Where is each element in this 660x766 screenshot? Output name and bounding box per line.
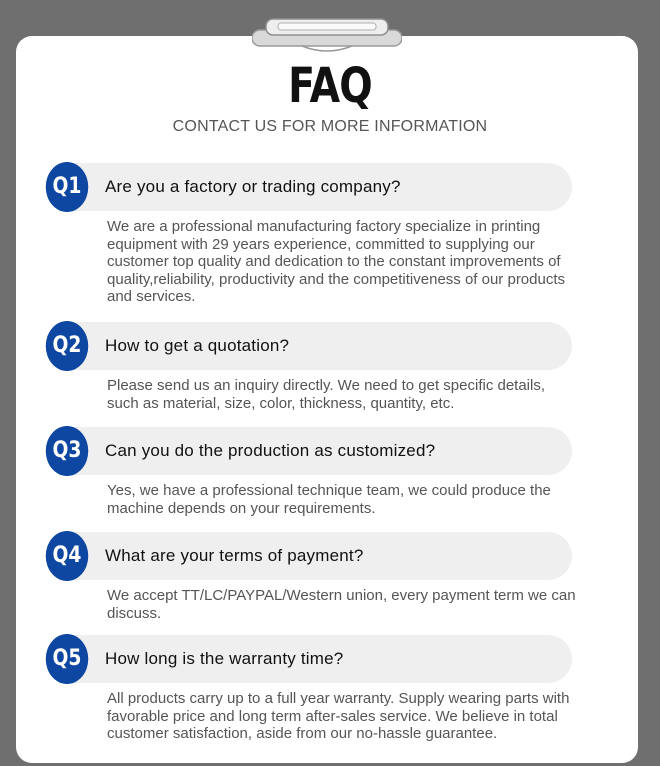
answer-text: We are a professional manufacturing factory specialize in printing equipment with 29 years experience, committed to supplying our customer top quality and dedication to the constant improvements of quality,reliability, productivity and the competitiveness of our products and services.: [107, 218, 566, 305]
page-title: FAQ: [288, 58, 372, 114]
answer-text: All products carry up to a full year warranty. Supply wearing parts with favorable price and long term after-sales service. We believe in total customer satisfaction, aside from our no-hassle guarantee.: [107, 690, 570, 742]
question-badge: Q5: [46, 634, 89, 684]
question-row: [42, 321, 582, 371]
question-text: Can you do the production as customized?: [105, 441, 436, 460]
question-text: How to get a quotation?: [105, 336, 290, 355]
question-badge: Q2: [46, 321, 89, 371]
answer-text: We accept TT/LC/PAYPAL/Western union, every payment term we can discuss.: [107, 587, 576, 622]
question-badge: Q1: [46, 162, 89, 212]
question-row: [42, 634, 582, 684]
question-row: [42, 426, 582, 476]
answer-text: Yes, we have a professional technique team, we could produce the machine depends on your requirements.: [107, 482, 551, 517]
faq-item: [42, 321, 582, 412]
answer-text: Please send us an inquiry directly. We need to get specific details, such as material, size, color, thickness, quantity, etc.: [107, 377, 546, 412]
question-text: Are you a factory or trading company?: [105, 177, 401, 196]
clipboard-clip-icon: [252, 16, 402, 54]
question-row: [42, 162, 582, 212]
faq-item: [42, 426, 582, 517]
faq-item: [42, 634, 582, 742]
question-badge: Q3: [46, 426, 89, 476]
question-row: [42, 531, 582, 581]
question-text: How long is the warranty time?: [105, 649, 344, 668]
question-badge: Q4: [46, 531, 89, 581]
faq-item: [42, 531, 582, 622]
faq-item: [42, 162, 582, 305]
page-subtitle: CONTACT US FOR MORE INFORMATION: [172, 118, 488, 135]
question-text: What are your terms of payment?: [105, 546, 364, 565]
